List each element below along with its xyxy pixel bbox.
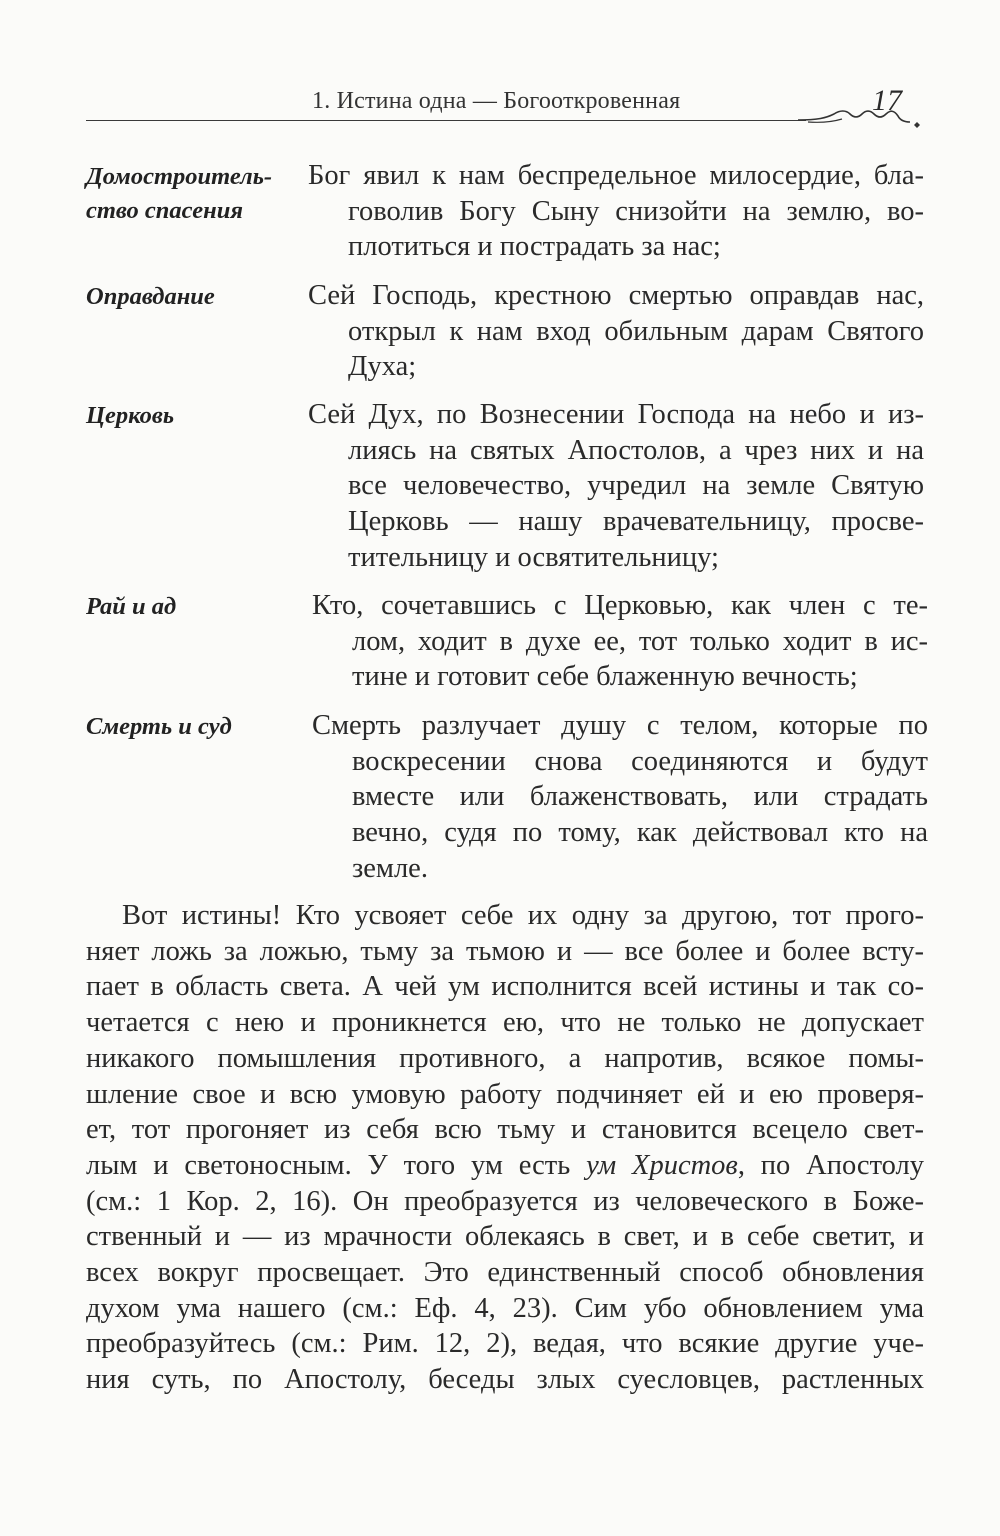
emphasis-quote: ум Христов bbox=[586, 1149, 738, 1181]
glossary-definition: Сей Господь, крестною смертью оправдав нас, открыл к нам вход обильным дарам Святого Духа; bbox=[308, 280, 924, 383]
glossary-definition: Бог явил к нам беспредельное милосердие, бла- говолив Богу Сыну снизойти на землю, во- плотиться и пострадать за нас; bbox=[308, 160, 924, 263]
glossary-definition: Сей Дух, по Вознесении Господа на небо и из- лиясь на святых Апостолов, а чрез них и на все человечество, учредил на земле Святую Церковь — нашу врачевательницу, просве- тительницу и освятительницу; bbox=[308, 399, 924, 573]
glossary-term: Церковь bbox=[86, 402, 175, 429]
header-rule bbox=[86, 120, 806, 121]
page-number: 17 bbox=[872, 84, 902, 117]
ornament-flourish-icon bbox=[798, 106, 924, 132]
glossary-definition: Смерть разлучает душу с телом, которые по воскресении снова соединяются и будут вместе или блаженствовать, или страдать вечно, судя по тому, как действовал кто на земле. bbox=[312, 710, 928, 884]
body-paragraph: Вот истины! Кто усвояет себе их одну за другою, тот прого- няет ложь за ложью, тьму за тьмою и — все более и более всту- пает в область света. А чей ум исполнится всей истины и так со- четается с нею и проникнется ею, что не только не допускает никакого помышления противного, а напротив, всякое помы- шление свое и всю умовую работу подчиняет ей и ею проверя- ет, тот прогоняет из себя всю тьму и становится всецело свет- лым и светоносным. У того ум есть ум Христов, по Апостолу (см.: 1 Кор. 2, 16). Он преобразуется из человеческого в Боже- ственный и — из мрачности облекаясь в свет, и в себе светит, и всех вокруг просвещает. Это единственный способ обновления духом ума нашего (см.: Еф. 4, 23). Сим убо обновлением ума преобразуйтесь (см.: Рим. 12, 2), ведая, что всякие другие уче- ния суть, по Апостолу, беседы злых суесловцев, растленных bbox=[86, 900, 925, 1396]
glossary-term: Рай и ад bbox=[86, 593, 177, 620]
glossary-term: Домостроитель- ство спасения bbox=[86, 163, 273, 224]
paragraph-line-with-emphasis: лым и светоносным. У того ум есть ум Христов, по Апостолу bbox=[86, 1149, 925, 1181]
glossary-term: Оправдание bbox=[86, 283, 215, 310]
glossary-definition: Кто, сочетавшись с Церковью, как член с те- лом, ходит в духе ее, тот только ходит в ис- тине и готовит себе блаженную вечность; bbox=[312, 590, 928, 693]
chapter-title: 1. Истина одна — Богооткровенная bbox=[312, 88, 681, 114]
running-header bbox=[86, 84, 924, 132]
glossary-term: Смерть и суд bbox=[86, 713, 232, 740]
